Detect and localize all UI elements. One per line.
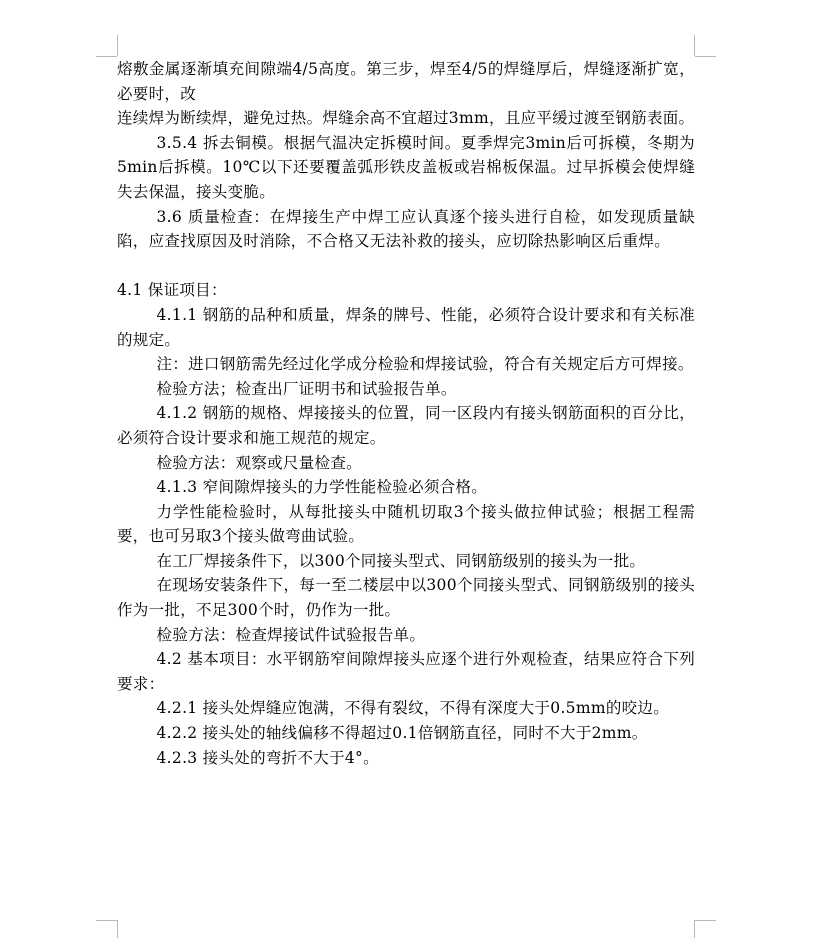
paragraph: 4.2.3 接头处的弯折不大于4°。 xyxy=(156,748,379,767)
crop-mark-bottom-left-horizontal xyxy=(96,920,117,921)
crop-mark-bottom-left-vertical xyxy=(117,920,118,938)
paragraph: 4.1.1 钢筋的品种和质量，焊条的牌号、性能，必须符合设计要求和有关标准的规定。 xyxy=(117,305,695,349)
paragraph: 检验方法：观察或尺量检查。 xyxy=(156,453,362,472)
paragraph: 4.1.2 钢筋的规格、焊接接头的位置，同一区段内有接头钢筋面积的百分比，必须符合设计要求和施工规范的规定。 xyxy=(117,404,695,447)
paragraph: 连续焊为断续焊，避免过热。焊缝余高不宜超过3mm，且应平缓过渡至钢筋表面。 xyxy=(117,109,695,128)
paragraph: 4.2.1 接头处焊缝应饱满，不得有裂纹，不得有深度大于0.5mm的咬边。 xyxy=(156,699,670,718)
paragraph: 4.2 基本项目：水平钢筋窄间隙焊接头应逐个进行外观检查，结果应符合下列要求： xyxy=(117,650,695,693)
paragraph: 熔敷金属逐渐填充间隙端4/5高度。第三步，焊至4/5的焊缝厚后，焊缝逐渐扩宽，必要时，改 xyxy=(117,60,695,103)
crop-mark-top-right-horizontal xyxy=(695,56,716,57)
paragraph: 3.5.4 拆去铜模。根据气温决定拆模时间。夏季焊完3min后可拆模，冬期为5min后拆模。10℃以下还要覆盖弧形铁皮盖板或岩棉板保温。过早拆模会使焊缝失去保温，接头变脆。 xyxy=(117,133,695,201)
paragraph: 力学性能检验时，从每批接头中随机切取3个接头做拉伸试验；根据工程需要，也可另取3个接头做弯曲试验。 xyxy=(117,502,695,546)
paragraph: 检验方法：检查焊接试件试验报告单。 xyxy=(156,625,426,644)
crop-mark-top-right-vertical xyxy=(694,35,695,56)
crop-mark-top-left-horizontal xyxy=(96,56,117,57)
document-body xyxy=(117,57,695,770)
crop-mark-top-left-vertical xyxy=(117,35,118,56)
blank-line xyxy=(117,254,695,279)
paragraph: 注：进口钢筋需先经过化学成分检验和焊接试验，符合有关规定后方可焊接。 xyxy=(156,355,694,374)
paragraph: 检验方法；检查出厂证明书和试验报告单。 xyxy=(156,379,457,398)
paragraph: 3.6 质量检查：在焊接生产中焊工应认真逐个接头进行自检，如发现质量缺陷，应查找原因及时消除，不合格又无法补救的接头，应切除热影响区后重焊。 xyxy=(117,207,695,251)
paragraph: 在工厂焊接条件下，以300个同接头型式、同钢筋级别的接头为一批。 xyxy=(156,551,646,570)
section-heading: 4.1 保证项目： xyxy=(117,281,227,300)
paragraph: 在现场安装条件下，每一至二楼层中以300个同接头型式、同钢筋级别的接头作为一批，不足300个时，仍作为一批。 xyxy=(117,576,695,620)
paragraph: 4.2.2 接头处的轴线偏移不得超过0.1倍钢筋直径，同时不大于2mm。 xyxy=(156,724,648,743)
crop-mark-bottom-right-horizontal xyxy=(695,920,716,921)
crop-mark-bottom-right-vertical xyxy=(694,920,695,938)
paragraph: 4.1.3 窄间隙焊接头的力学性能检验必须合格。 xyxy=(156,478,488,497)
